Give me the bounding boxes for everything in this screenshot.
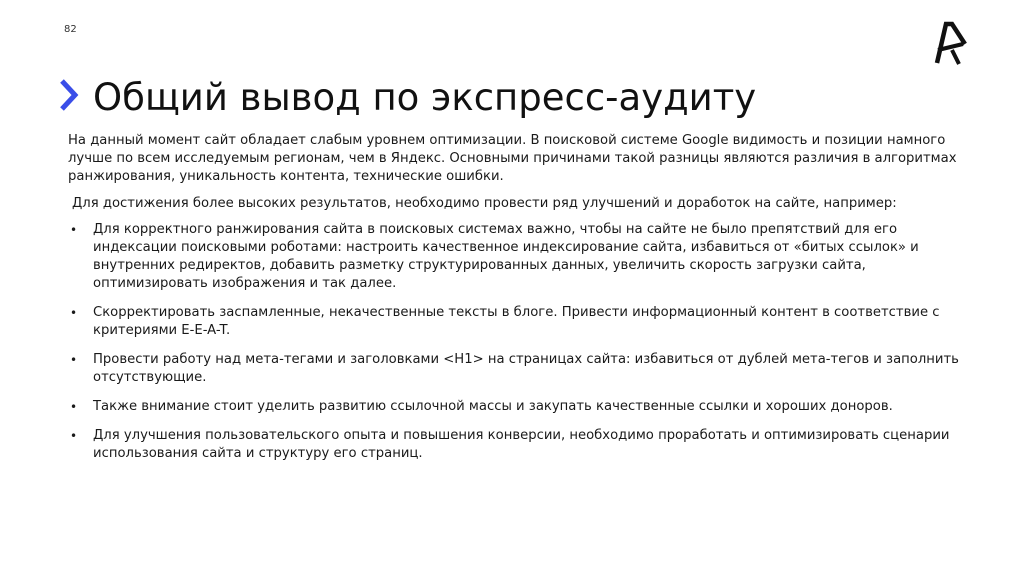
list-item-text: Для корректного ранжирования сайта в поисковых системах важно, чтобы на сайте не было препятствий для его индексации поисковыми роботами: настроить качественное индексирование сайта, избавиться от «битых ссылок» и внутренних редиректов, добавить разметку структурированных данных, увеличить скорость загрузки сайта, оптимизировать изображения и так далее. <box>93 222 919 291</box>
list-item <box>68 398 968 416</box>
bullet-marker: • <box>70 306 78 320</box>
body-content <box>68 132 968 474</box>
list-item <box>68 221 968 293</box>
bullet-marker: • <box>70 223 78 237</box>
list-item-text: Также внимание стоит уделить развитию ссылочной массы и закупать качественные ссылки и хороших доноров. <box>93 399 893 414</box>
bullet-marker: • <box>70 429 78 443</box>
page-number: 82 <box>64 24 77 35</box>
list-item <box>68 427 968 463</box>
intro-paragraph: На данный момент сайт обладает слабым уровнем оптимизации. В поисковой системе Google видимость и позиции намного лучше по всем исследуемым регионам, чем в Яндекс. Основными причинами такой разницы являются различия в алгоритмах ранжирования, уникальность контента, технические ошибки. <box>68 133 957 184</box>
list-item <box>68 304 968 340</box>
lead-paragraph: Для достижения более высоких результатов, необходимо провести ряд улучшений и доработок на сайте, например: <box>72 196 897 211</box>
list-item <box>68 351 968 387</box>
bullet-marker: • <box>70 353 78 367</box>
chevron-right-icon <box>58 78 80 112</box>
recommendation-list <box>68 221 968 463</box>
brand-logo-icon <box>932 20 968 66</box>
list-item-text: Скорректировать заспамленные, некачественные тексты в блоге. Привести информационный контент в соответствие с критериями E-E-A-T. <box>93 305 940 338</box>
bullet-marker: • <box>70 400 78 414</box>
list-item-text: Для улучшения пользовательского опыта и повышения конверсии, необходимо проработать и оптимизировать сценарии использования сайта и структуру его страниц. <box>93 428 950 461</box>
list-item-text: Провести работу над мета-тегами и заголовками <H1> на страницах сайта: избавиться от дублей мета-тегов и заполнить отсутствующие. <box>93 352 959 385</box>
page-title: Общий вывод по экспресс-аудиту <box>93 76 757 119</box>
